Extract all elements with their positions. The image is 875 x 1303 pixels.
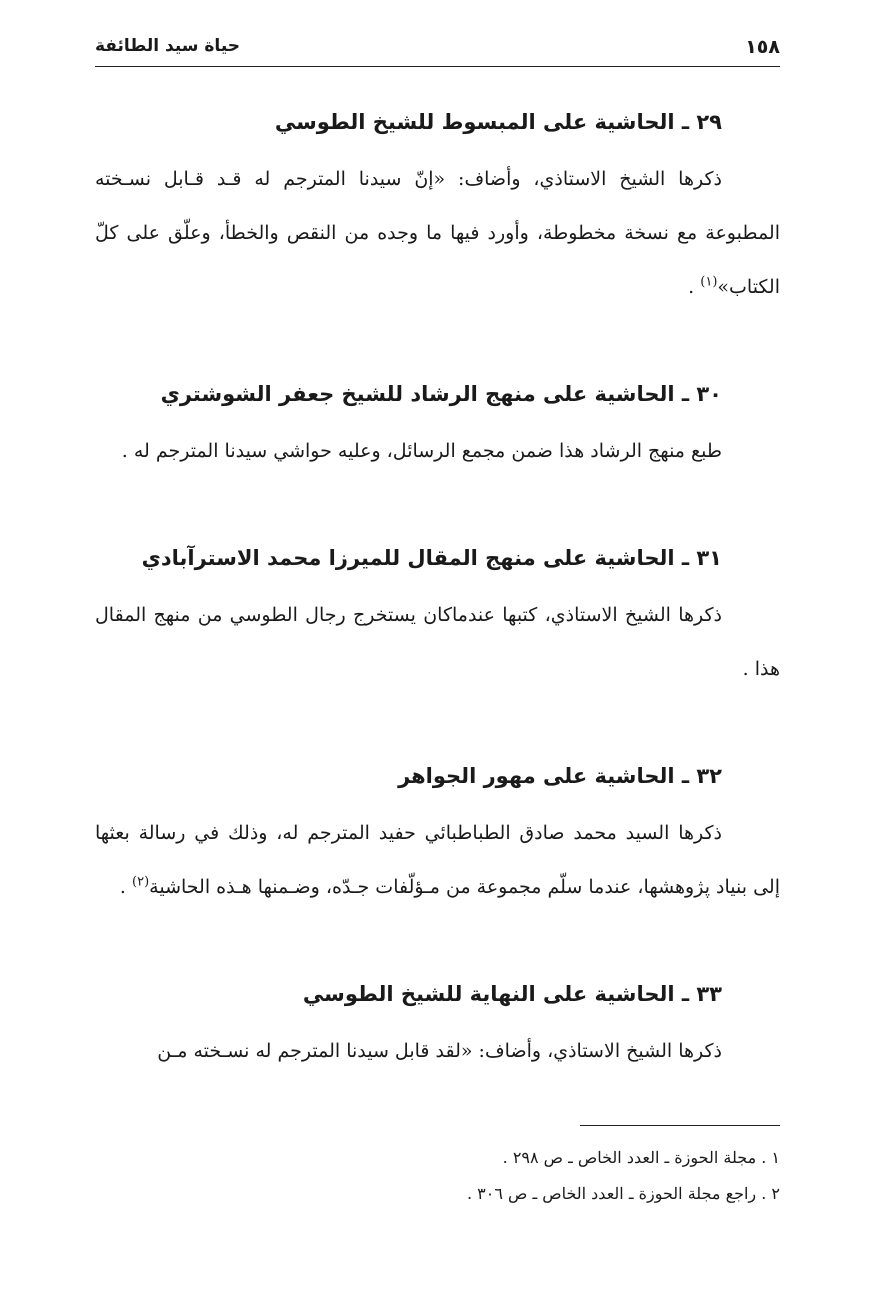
footnote-ref-1[interactable]: (١) <box>700 274 718 290</box>
entry-text: ذكرها الشيخ الاستاذي، وأضاف: «لقد قابل سيدنا المترجم له نسـخته مـن <box>157 1040 722 1062</box>
entry-heading: ٣٣ ـ الحاشية على النهاية للشيخ الطوسي <box>302 982 722 1006</box>
entry-tail: . <box>688 276 701 298</box>
entry-heading: ٣١ ـ الحاشية على منهج المقال للميرزا محمد الاسترآبادي <box>141 546 722 570</box>
footnote-ref-2[interactable]: (٢) <box>132 874 150 890</box>
footnote-1: ١ . مجلة الحوزة ـ العدد الخاص ـ ص ٢٩٨ . <box>502 1148 780 1167</box>
entry-29 <box>95 100 780 314</box>
book-title: حياة سيد الطائفة <box>95 36 241 56</box>
entry-paragraph <box>95 1024 780 1078</box>
entry-text: ذكرها الشيخ الاستاذي، وأضاف: «إنّ سيدنا المترجم له قـد قـابل نسـخته المطبوعة مع نسخة مخطوطة، وأورد فيها ما وجده من النقص والخطأ، وعلّق على كلّ الكتاب» <box>95 168 780 298</box>
entry-heading: ٣٠ ـ الحاشية على منهج الرشاد للشيخ جعفر الشوشتري <box>160 382 722 406</box>
running-header <box>95 36 780 67</box>
entry-tail: . <box>119 876 133 898</box>
page-number: ١٥٨ <box>745 36 780 58</box>
entry-paragraph <box>95 806 780 914</box>
entry-heading: ٢٩ ـ الحاشية على المبسوط للشيخ الطوسي <box>274 110 722 134</box>
entry-text: ذكرها السيد محمد صادق الطباطبائي حفيد المترجم له، وذلك في رسالة بعثها إلى بنياد پژوهشها، عندما سلّم مجموعة من مـؤلّفات جـدّه، وضـمنها هـذه الحاشية <box>95 822 780 898</box>
entry-31 <box>95 536 780 696</box>
entry-text: ذكرها الشيخ الاستاذي، كتبها عندماكان يستخرج رجال الطوسي من منهج المقال هذا . <box>95 604 780 680</box>
entry-30 <box>95 372 780 478</box>
entry-32 <box>95 754 780 914</box>
entry-paragraph <box>95 424 780 478</box>
entry-33 <box>95 972 780 1078</box>
main-text <box>95 100 780 1136</box>
footnote-divider <box>580 1125 780 1126</box>
entry-text: طبع منهج الرشاد هذا ضمن مجمع الرسائل، وعليه حواشي سيدنا المترجم له . <box>121 440 722 462</box>
footnote-2: ٢ . راجع مجلة الحوزة ـ العدد الخاص ـ ص ٣٠٦ . <box>466 1184 780 1203</box>
footnotes <box>95 1140 780 1212</box>
entry-paragraph <box>95 152 780 314</box>
entry-heading: ٣٢ ـ الحاشية على مهور الجواهر <box>398 764 722 788</box>
entry-paragraph <box>95 588 780 696</box>
